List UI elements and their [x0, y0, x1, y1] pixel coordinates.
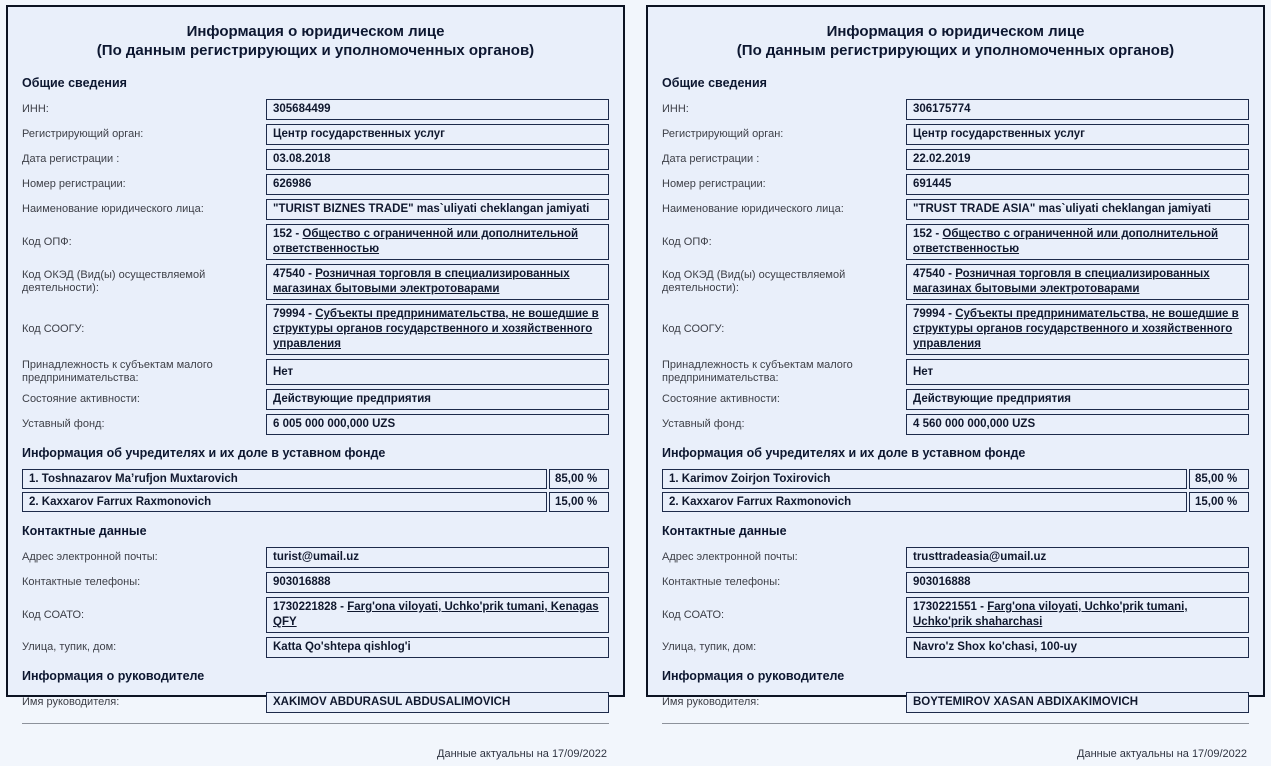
footer-area [662, 717, 1249, 766]
founders-table [22, 469, 609, 515]
field-value-box [906, 572, 1249, 593]
field-value-box [906, 174, 1249, 195]
field-value-box [266, 124, 609, 145]
field-value-plain: 691445 [913, 178, 952, 190]
field-label: Номер регистрации: [662, 178, 766, 190]
field-row [662, 199, 1249, 220]
field-value-text [273, 307, 602, 352]
field-value-link[interactable]: Общество с ограниченной или дополнительной ответственностью [913, 228, 1219, 255]
field-value-plain: 6 005 000 000,000 UZS [273, 418, 396, 430]
field-value-box [266, 389, 609, 410]
field-value-box [906, 637, 1249, 658]
field-row [22, 174, 609, 195]
field-label: Состояние активности: [662, 393, 780, 405]
field-value-text [273, 392, 431, 407]
field-label: Наименование юридического лица: [22, 203, 204, 215]
field-value-plain: 626986 [273, 178, 312, 190]
founder-row [662, 492, 1249, 512]
field-value-text [913, 600, 1242, 630]
field-row [662, 304, 1249, 355]
field-value-prefix: 79994 - [913, 308, 956, 320]
field-value-text [273, 127, 445, 142]
field-label: Уставный фонд: [22, 418, 105, 430]
field-value-prefix: 152 - [273, 228, 303, 240]
section-heading-founders: Информация об учредителях и их доле в уставном фонде [662, 446, 1026, 460]
founder-row [662, 469, 1249, 489]
footer-area [22, 717, 609, 766]
field-label: Состояние активности: [22, 393, 140, 405]
field-value-box [906, 304, 1249, 355]
field-row [22, 597, 609, 633]
field-value-text [913, 417, 1035, 432]
section-heading-general: Общие сведения [22, 76, 127, 90]
field-value-box [906, 264, 1249, 300]
field-row [22, 304, 609, 355]
field-value-text [273, 267, 602, 297]
field-label: Номер регистрации: [22, 178, 126, 190]
section-heading-director: Информация о руководителе [22, 669, 205, 683]
field-row [662, 149, 1249, 170]
field-row [662, 414, 1249, 435]
field-value-plain: Действующие предприятия [913, 393, 1072, 405]
field-value-text [273, 177, 311, 192]
field-value-text [913, 392, 1071, 407]
field-value-plain: 903016888 [273, 576, 331, 588]
field-row [662, 637, 1249, 658]
field-row [662, 99, 1249, 120]
founder-share-cell: 15,00 % [1189, 492, 1249, 512]
field-value-text [913, 177, 951, 192]
field-label: Адрес электронной почты: [662, 551, 798, 563]
field-value-box [266, 264, 609, 300]
field-label: Код ОПФ: [662, 235, 712, 248]
field-label: Принадлежность к субъектам малого предпринимательства: [662, 359, 853, 384]
field-value-box [266, 414, 609, 435]
page-title-line2: (По данным регистрирующих и уполномоченных органов) [736, 42, 1175, 59]
page-title-line1: Информация о юридическом лице [826, 23, 1085, 40]
field-value-link[interactable]: Общество с ограниченной или дополнительной ответственностью [273, 228, 579, 255]
field-value-box [906, 224, 1249, 260]
field-value-plain: XAKIMOV ABDURASUL ABDUSALIMOVICH [273, 696, 511, 708]
field-value-prefix: 152 - [913, 228, 943, 240]
field-label: Улица, тупик, дом: [22, 641, 117, 653]
founder-share-cell: 85,00 % [1189, 469, 1249, 489]
field-value-text [273, 152, 331, 167]
director-fields [662, 692, 1249, 717]
field-value-link[interactable]: Farg'ona viloyati, Uchko'prik tumani, Kenagas QFY [273, 601, 599, 628]
field-value-text [273, 102, 331, 117]
field-value-text [273, 417, 395, 432]
field-value-plain: Действующие предприятия [273, 393, 432, 405]
field-value-box [266, 547, 609, 568]
field-value-plain: Центр государственных услуг [913, 128, 1085, 140]
founders-table [662, 469, 1249, 515]
field-value-plain: Нет [913, 365, 934, 378]
field-value-box [266, 149, 609, 170]
field-label: ИНН: [662, 103, 689, 115]
field-value-box [906, 389, 1249, 410]
section-heading-founders: Информация об учредителях и их доле в уставном фонде [22, 446, 386, 460]
field-value-box [266, 199, 609, 220]
founder-name-cell: 1. Karimov Zoirjon Toxirovich [662, 469, 1187, 489]
field-row [22, 389, 609, 410]
field-label: Дата регистрации : [662, 153, 760, 165]
field-label: Регистрирующий орган: [662, 128, 784, 140]
field-value-text [273, 227, 602, 257]
section-heading-general: Общие сведения [662, 76, 767, 90]
founder-name-cell: 2. Kaxxarov Farrux Raxmonovich [22, 492, 547, 512]
field-row [22, 572, 609, 593]
field-row [662, 572, 1249, 593]
field-value-prefix: 1730221828 - [273, 601, 348, 613]
founder-row [22, 492, 609, 512]
field-label: Код СОАТО: [22, 608, 85, 621]
field-value-box [906, 414, 1249, 435]
field-label: Улица, тупик, дом: [662, 641, 757, 653]
field-value-prefix: 47540 - [273, 268, 316, 280]
founder-row [22, 469, 609, 489]
section-heading-director: Информация о руководителе [662, 669, 845, 683]
field-value-text [273, 550, 359, 565]
field-label: ИНН: [22, 103, 49, 115]
field-value-text [913, 152, 971, 167]
field-value-text [913, 575, 971, 590]
field-value-plain: Katta Qo'shtepa qishlog'i [273, 641, 411, 653]
field-label: Код СООГУ: [22, 323, 85, 335]
field-label: Регистрирующий орган: [22, 128, 144, 140]
field-row [22, 359, 609, 385]
field-row [22, 99, 609, 120]
field-value-text [913, 202, 1211, 217]
field-value-box [266, 637, 609, 658]
field-label: Имя руководителя: [662, 696, 760, 708]
field-value-box [266, 304, 609, 355]
field-value-prefix: 1730221551 - [913, 601, 988, 613]
field-value-link[interactable]: Субъекты предпринимательства, не вошедшие в структуры органов государственного и хозяйственного управления [273, 308, 599, 350]
footer-note: Данные актуальны на 17/09/2022 [437, 748, 607, 760]
field-value-plain: Navro'z Shox ko'chasi, 100-uy [913, 641, 1077, 653]
page-title-line2: (По данным регистрирующих и уполномоченных органов) [96, 42, 535, 59]
field-label: Код ОПФ: [22, 235, 72, 248]
field-value-plain: 306175774 [913, 103, 971, 115]
field-value-plain: "TURIST BIZNES TRADE" mas`uliyati cheklangan jamiyati [273, 203, 590, 215]
field-value-box [906, 597, 1249, 633]
field-value-box [266, 572, 609, 593]
field-value-text [913, 267, 1242, 297]
field-row [662, 389, 1249, 410]
director-fields [22, 692, 609, 717]
field-value-link[interactable]: Розничная торговля в специализированных магазинах бытовыми электротоварами [913, 268, 1210, 295]
field-value-plain: 305684499 [273, 103, 331, 115]
field-value-text [913, 307, 1242, 352]
field-value-plain: trusttradeasia@umail.uz [913, 551, 1047, 563]
field-value-text [273, 640, 411, 655]
field-value-box [266, 99, 609, 120]
field-label: Принадлежность к субъектам малого предпринимательства: [22, 359, 213, 384]
field-value-link[interactable]: Субъекты предпринимательства, не вошедшие в структуры органов государственного и хозяйственного управления [913, 308, 1239, 350]
field-value-box [906, 199, 1249, 220]
field-label: Адрес электронной почты: [22, 551, 158, 563]
field-row [662, 359, 1249, 385]
general-fields [22, 99, 609, 439]
field-value-plain: Центр государственных услуг [273, 128, 445, 140]
field-label: Уставный фонд: [662, 418, 745, 430]
contact-fields [662, 547, 1249, 662]
field-value-box [906, 99, 1249, 120]
field-value-text [913, 640, 1077, 655]
section-heading-contacts: Контактные данные [22, 524, 147, 538]
field-value-text [273, 575, 331, 590]
field-value-text [913, 365, 933, 380]
general-fields [662, 99, 1249, 439]
field-value-plain: 903016888 [913, 576, 971, 588]
field-label: Дата регистрации : [22, 153, 120, 165]
field-value-text [913, 227, 1242, 257]
page-title [22, 22, 609, 60]
entity-panel-left [6, 5, 625, 760]
field-value-box [906, 124, 1249, 145]
field-label: Контактные телефоны: [662, 576, 781, 588]
field-row [22, 124, 609, 145]
field-value-plain: turist@umail.uz [273, 551, 359, 563]
section-heading-contacts: Контактные данные [662, 524, 787, 538]
field-row [22, 224, 609, 260]
field-label: Код СООГУ: [662, 323, 725, 335]
field-label: Наименование юридического лица: [662, 203, 844, 215]
field-value-text [913, 102, 971, 117]
field-label: Контактные телефоны: [22, 576, 141, 588]
contact-fields [22, 547, 609, 662]
field-value-text [273, 600, 602, 630]
field-value-plain: "TRUST TRADE ASIA" mas`uliyati cheklangan jamiyati [913, 203, 1212, 215]
field-value-prefix: 79994 - [273, 308, 316, 320]
field-value-link[interactable]: Розничная торговля в специализированных магазинах бытовыми электротоварами [273, 268, 570, 295]
field-row [22, 149, 609, 170]
field-value-plain: 03.08.2018 [273, 153, 331, 165]
field-value-box [906, 547, 1249, 568]
field-value-text [913, 127, 1085, 142]
field-row [22, 637, 609, 658]
field-row [662, 547, 1249, 568]
field-value-plain: BOYTEMIROV XASAN ABDIXAKIMOVICH [913, 696, 1139, 708]
field-row [662, 124, 1249, 145]
field-value-plain: 22.02.2019 [913, 153, 971, 165]
field-row [662, 174, 1249, 195]
field-row [662, 224, 1249, 260]
founder-name-cell: 1. Toshnazarov Ma’rufjon Muxtarovich [22, 469, 547, 489]
field-value-text [913, 550, 1046, 565]
page-title [662, 22, 1249, 60]
field-value-box [266, 597, 609, 633]
field-label: Код ОКЭД (Вид(ы) осуществляемой деятельности): [22, 269, 206, 294]
founder-name-cell: 2. Kaxxarov Farrux Raxmonovich [662, 492, 1187, 512]
field-row [22, 414, 609, 435]
page-title-line1: Информация о юридическом лице [186, 23, 445, 40]
field-value-box [266, 224, 609, 260]
field-value-box [266, 359, 609, 385]
field-row [22, 199, 609, 220]
field-row [22, 264, 609, 300]
field-value-text [273, 365, 293, 380]
field-label: Код СОАТО: [662, 608, 725, 621]
field-value-text [273, 202, 589, 217]
field-row [662, 264, 1249, 300]
field-row [22, 547, 609, 568]
field-value-link[interactable]: Farg'ona viloyati, Uchko'prik tumani, Uchko'prik shaharchasi [913, 601, 1188, 628]
field-row [662, 597, 1249, 633]
field-value-plain: 4 560 000 000,000 UZS [913, 418, 1036, 430]
field-value-box [906, 359, 1249, 385]
field-label: Код ОКЭД (Вид(ы) осуществляемой деятельности): [662, 269, 846, 294]
entity-panel-right [646, 5, 1265, 760]
field-value-prefix: 47540 - [913, 268, 956, 280]
field-value-box [266, 174, 609, 195]
footer-note: Данные актуальны на 17/09/2022 [1077, 748, 1247, 760]
field-value-box [906, 149, 1249, 170]
field-label: Имя руководителя: [22, 696, 120, 708]
field-value-plain: Нет [273, 365, 294, 378]
founder-share-cell: 15,00 % [549, 492, 609, 512]
founder-share-cell: 85,00 % [549, 469, 609, 489]
